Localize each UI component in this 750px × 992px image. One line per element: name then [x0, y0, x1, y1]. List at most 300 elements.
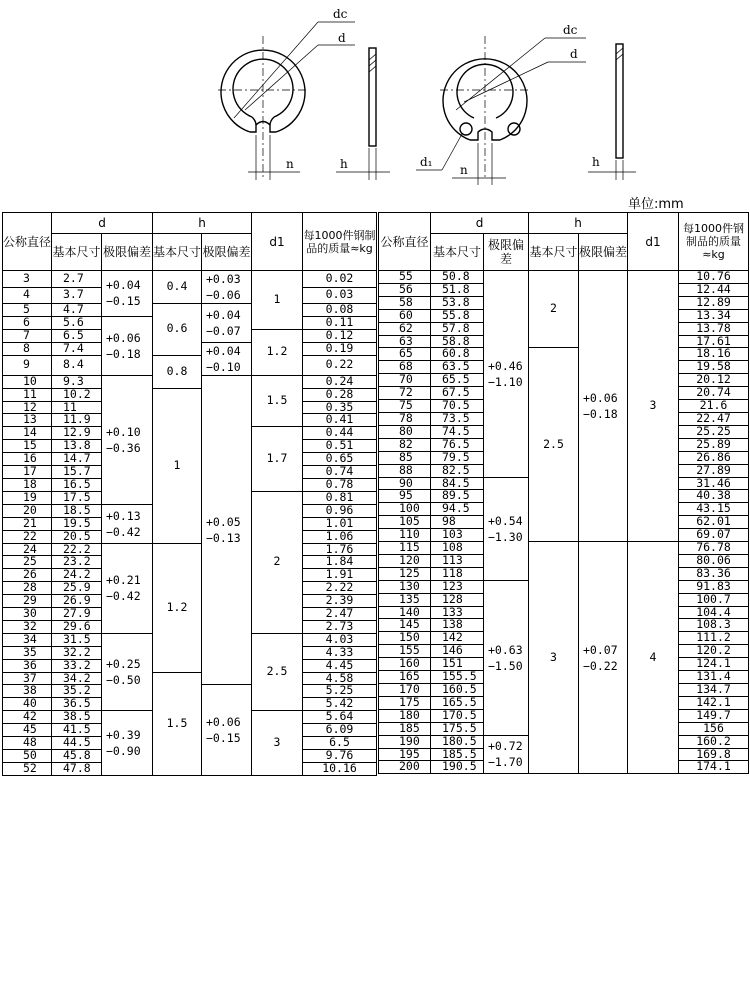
nominal-diameter-cell: 52 — [3, 762, 52, 775]
label-n-left: n — [286, 157, 294, 171]
d-basic-cell: 45.8 — [52, 750, 102, 763]
nominal-diameter-cell: 70 — [379, 374, 431, 387]
mass-cell: 0.03 — [303, 287, 377, 304]
nominal-diameter-cell: 65 — [379, 348, 431, 361]
d-basic-cell: 33.2 — [52, 659, 102, 672]
d-basic-cell: 22.2 — [52, 543, 102, 556]
nominal-diameter-cell: 60 — [379, 309, 431, 322]
nominal-diameter-cell: 75 — [379, 400, 431, 413]
mass-cell: 2.73 — [303, 620, 377, 633]
mass-cell: 142.1 — [679, 696, 749, 709]
header-mass: 每1000件钢制品的质量≈kg — [679, 213, 749, 271]
d-basic-cell: 82.5 — [431, 464, 484, 477]
mass-cell: 4.58 — [303, 672, 377, 685]
h-deviation-cell: +0.04 −0.07 — [202, 304, 252, 343]
nominal-diameter-cell: 100 — [379, 503, 431, 516]
d-basic-cell: 70.5 — [431, 400, 484, 413]
nominal-diameter-cell: 63 — [379, 335, 431, 348]
d1-cell: 1.2 — [252, 329, 303, 375]
nominal-diameter-cell: 90 — [379, 477, 431, 490]
d-basic-cell: 74.5 — [431, 425, 484, 438]
mass-cell: 10.16 — [303, 762, 377, 775]
nominal-diameter-cell: 48 — [3, 737, 52, 750]
mass-cell: 2.22 — [303, 582, 377, 595]
d-basic-cell: 73.5 — [431, 412, 484, 425]
mass-cell: 0.22 — [303, 355, 377, 375]
mass-cell: 1.06 — [303, 530, 377, 543]
d-deviation-cell: +0.10 −0.36 — [102, 375, 153, 504]
nominal-diameter-cell: 120 — [379, 554, 431, 567]
unit-label: 单位:mm — [628, 197, 684, 212]
nominal-diameter-cell: 29 — [3, 595, 52, 608]
nominal-diameter-cell: 35 — [3, 646, 52, 659]
mass-cell: 100.7 — [679, 593, 749, 606]
d-basic-cell: 2.7 — [52, 271, 102, 288]
d-basic-cell: 60.8 — [431, 348, 484, 361]
d-basic-cell: 160.5 — [431, 684, 484, 697]
mass-cell: 0.81 — [303, 491, 377, 504]
d-basic-cell: 34.2 — [52, 672, 102, 685]
nominal-diameter-cell: 20 — [3, 504, 52, 517]
d-basic-cell: 11 — [52, 401, 102, 414]
nominal-diameter-cell: 82 — [379, 438, 431, 451]
header-d-basic: 基本尺寸 — [52, 234, 102, 271]
nominal-diameter-cell: 9 — [3, 355, 52, 375]
nominal-diameter-cell: 160 — [379, 658, 431, 671]
h-deviation-cell: +0.07 −0.22 — [579, 542, 628, 774]
mass-cell: 0.24 — [303, 375, 377, 388]
mass-cell: 62.01 — [679, 516, 749, 529]
d-basic-cell: 142 — [431, 632, 484, 645]
mass-cell: 0.96 — [303, 504, 377, 517]
nominal-diameter-cell: 140 — [379, 606, 431, 619]
nominal-diameter-cell: 38 — [3, 685, 52, 698]
mass-cell: 156 — [679, 722, 749, 735]
d-basic-cell: 58.8 — [431, 335, 484, 348]
mass-cell: 131.4 — [679, 671, 749, 684]
header-d1: d1 — [252, 213, 303, 271]
nominal-diameter-cell: 19 — [3, 491, 52, 504]
nominal-diameter-cell: 3 — [3, 271, 52, 288]
mass-cell: 108.3 — [679, 619, 749, 632]
d-deviation-cell: +0.54 −1.30 — [484, 477, 529, 580]
spec-table-left-body — [3, 271, 377, 776]
nominal-diameter-cell: 78 — [379, 412, 431, 425]
table-row — [3, 355, 377, 375]
d-basic-cell: 185.5 — [431, 748, 484, 761]
mass-cell: 19.58 — [679, 361, 749, 374]
mass-cell: 91.83 — [679, 580, 749, 593]
d-basic-cell: 103 — [431, 529, 484, 542]
h-deviation-cell: +0.06 −0.15 — [202, 685, 252, 775]
nominal-diameter-cell: 105 — [379, 516, 431, 529]
mass-cell: 0.65 — [303, 453, 377, 466]
d-basic-cell: 79.5 — [431, 451, 484, 464]
label-dc-left: dc — [333, 7, 348, 21]
nominal-diameter-cell: 195 — [379, 748, 431, 761]
d-basic-cell: 16.5 — [52, 478, 102, 491]
label-d-left: d — [338, 31, 346, 45]
d-basic-cell: 24.2 — [52, 569, 102, 582]
nominal-diameter-cell: 85 — [379, 451, 431, 464]
mass-cell: 25.25 — [679, 425, 749, 438]
h-deviation-cell: +0.05 −0.13 — [202, 375, 252, 685]
header-d-deviation: 极限偏差 — [102, 234, 153, 271]
h-basic-cell: 1.5 — [153, 672, 202, 775]
nominal-diameter-cell: 150 — [379, 632, 431, 645]
mass-cell: 22.47 — [679, 412, 749, 425]
nominal-diameter-cell: 200 — [379, 761, 431, 774]
nominal-diameter-cell: 110 — [379, 529, 431, 542]
mass-cell: 0.08 — [303, 304, 377, 317]
spec-table-right-body — [379, 271, 749, 774]
mass-cell: 20.12 — [679, 374, 749, 387]
label-dc-right: dc — [563, 23, 578, 37]
d-basic-cell: 23.2 — [52, 556, 102, 569]
nominal-diameter-cell: 56 — [379, 283, 431, 296]
nominal-diameter-cell: 12 — [3, 401, 52, 414]
nominal-diameter-cell: 21 — [3, 517, 52, 530]
header-h-basic: 基本尺寸 — [529, 234, 579, 271]
d-basic-cell: 25.9 — [52, 582, 102, 595]
mass-cell: 0.74 — [303, 466, 377, 479]
mass-cell: 18.16 — [679, 348, 749, 361]
d-basic-cell: 35.2 — [52, 685, 102, 698]
h-basic-cell: 1.2 — [153, 543, 202, 672]
mass-cell: 149.7 — [679, 709, 749, 722]
mass-cell: 124.1 — [679, 658, 749, 671]
nominal-diameter-cell: 15 — [3, 440, 52, 453]
mass-cell: 1.91 — [303, 569, 377, 582]
nominal-diameter-cell: 25 — [3, 556, 52, 569]
nominal-diameter-cell: 13 — [3, 414, 52, 427]
label-n-right: n — [460, 163, 468, 177]
d-basic-cell: 138 — [431, 619, 484, 632]
header-h-basic: 基本尺寸 — [153, 234, 202, 271]
d-basic-cell: 51.8 — [431, 283, 484, 296]
nominal-diameter-cell: 16 — [3, 453, 52, 466]
header-h-deviation: 极限偏差 — [579, 234, 628, 271]
d-basic-cell: 133 — [431, 606, 484, 619]
mass-cell: 9.76 — [303, 750, 377, 763]
nominal-diameter-cell: 175 — [379, 696, 431, 709]
d-basic-cell: 50.8 — [431, 271, 484, 284]
d-basic-cell: 108 — [431, 542, 484, 555]
mass-cell: 40.38 — [679, 490, 749, 503]
mass-cell: 0.11 — [303, 316, 377, 329]
mass-cell: 43.15 — [679, 503, 749, 516]
mass-cell: 5.25 — [303, 685, 377, 698]
nominal-diameter-cell: 24 — [3, 543, 52, 556]
d-basic-cell: 63.5 — [431, 361, 484, 374]
nominal-diameter-cell: 37 — [3, 672, 52, 685]
mass-cell: 160.2 — [679, 735, 749, 748]
d-basic-cell: 76.5 — [431, 438, 484, 451]
mass-cell: 0.78 — [303, 478, 377, 491]
header-d1: d1 — [628, 213, 679, 271]
mass-cell: 111.2 — [679, 632, 749, 645]
d-basic-cell: 17.5 — [52, 491, 102, 504]
d-basic-cell: 41.5 — [52, 724, 102, 737]
d1-cell: 4 — [628, 542, 679, 774]
d1-cell: 1.5 — [252, 375, 303, 427]
label-d-right: d — [570, 47, 578, 61]
d-basic-cell: 38.5 — [52, 711, 102, 724]
label-h-right: h — [592, 155, 600, 169]
d-basic-cell: 13.8 — [52, 440, 102, 453]
table-row — [379, 542, 749, 555]
label-h-left: h — [340, 157, 348, 171]
h-basic-cell: 2 — [529, 271, 579, 348]
table-row — [3, 388, 377, 401]
nominal-diameter-cell: 80 — [379, 425, 431, 438]
d-basic-cell: 89.5 — [431, 490, 484, 503]
table-row — [3, 271, 377, 288]
d-basic-cell: 151 — [431, 658, 484, 671]
d-basic-cell: 155.5 — [431, 671, 484, 684]
d-basic-cell: 113 — [431, 554, 484, 567]
d-basic-cell: 11.9 — [52, 414, 102, 427]
table-row — [3, 543, 377, 556]
table-row — [3, 304, 377, 317]
mass-cell: 169.8 — [679, 748, 749, 761]
mass-cell: 25.89 — [679, 438, 749, 451]
d-basic-cell: 18.5 — [52, 504, 102, 517]
d-basic-cell: 8.4 — [52, 355, 102, 375]
nominal-diameter-cell: 115 — [379, 542, 431, 555]
mass-cell: 1.84 — [303, 556, 377, 569]
mass-cell: 2.47 — [303, 608, 377, 621]
d-basic-cell: 3.7 — [52, 287, 102, 304]
mass-cell: 10.76 — [679, 271, 749, 284]
d-deviation-cell: +0.63 −1.50 — [484, 580, 529, 735]
nominal-diameter-cell: 14 — [3, 427, 52, 440]
mass-cell: 27.89 — [679, 464, 749, 477]
d-deviation-cell: +0.04 −0.15 — [102, 271, 153, 317]
d-deviation-cell: +0.39 −0.90 — [102, 711, 153, 776]
nominal-diameter-cell: 50 — [3, 750, 52, 763]
mass-cell: 0.19 — [303, 342, 377, 355]
header-d: d — [52, 213, 153, 234]
mass-cell: 5.64 — [303, 711, 377, 724]
mass-cell: 0.02 — [303, 271, 377, 288]
mass-cell: 174.1 — [679, 761, 749, 774]
mass-cell: 6.09 — [303, 724, 377, 737]
d-basic-cell: 84.5 — [431, 477, 484, 490]
nominal-diameter-cell: 165 — [379, 671, 431, 684]
nominal-diameter-cell: 125 — [379, 567, 431, 580]
mass-cell: 1.01 — [303, 517, 377, 530]
d1-cell: 2 — [252, 491, 303, 633]
spec-table-left — [2, 212, 377, 776]
header-d-deviation: 极限偏差 — [484, 234, 529, 271]
header-h-deviation: 极限偏差 — [202, 234, 252, 271]
d-basic-cell: 118 — [431, 567, 484, 580]
nominal-diameter-cell: 95 — [379, 490, 431, 503]
d-basic-cell: 55.8 — [431, 309, 484, 322]
header-h: h — [529, 213, 628, 234]
mass-cell: 31.46 — [679, 477, 749, 490]
nominal-diameter-cell: 155 — [379, 645, 431, 658]
mass-cell: 69.07 — [679, 529, 749, 542]
nominal-diameter-cell: 180 — [379, 709, 431, 722]
mass-cell: 6.5 — [303, 737, 377, 750]
h-basic-cell: 1 — [153, 388, 202, 543]
nominal-diameter-cell: 4 — [3, 287, 52, 304]
nominal-diameter-cell: 22 — [3, 530, 52, 543]
nominal-diameter-cell: 45 — [3, 724, 52, 737]
mass-cell: 76.78 — [679, 542, 749, 555]
d-basic-cell: 4.7 — [52, 304, 102, 317]
spec-table-right — [378, 212, 749, 774]
mass-cell: 21.6 — [679, 400, 749, 413]
mass-cell: 134.7 — [679, 684, 749, 697]
mass-cell: 4.33 — [303, 646, 377, 659]
mass-cell: 104.4 — [679, 606, 749, 619]
table-row — [379, 348, 749, 361]
d1-cell: 2.5 — [252, 633, 303, 710]
nominal-diameter-cell: 88 — [379, 464, 431, 477]
mass-cell: 0.41 — [303, 414, 377, 427]
mass-cell: 0.35 — [303, 401, 377, 414]
mass-cell: 4.45 — [303, 659, 377, 672]
d-deviation-cell: +0.21 −0.42 — [102, 543, 153, 633]
mass-cell: 26.86 — [679, 451, 749, 464]
d-basic-cell: 44.5 — [52, 737, 102, 750]
table-row — [379, 271, 749, 284]
nominal-diameter-cell: 11 — [3, 388, 52, 401]
mass-cell: 80.06 — [679, 554, 749, 567]
nominal-diameter-cell: 185 — [379, 722, 431, 735]
d1-cell: 3 — [252, 711, 303, 776]
d-basic-cell: 170.5 — [431, 709, 484, 722]
nominal-diameter-cell: 145 — [379, 619, 431, 632]
d-basic-cell: 128 — [431, 593, 484, 606]
nominal-diameter-cell: 17 — [3, 466, 52, 479]
d-basic-cell: 7.4 — [52, 342, 102, 355]
circlip-diagram — [0, 0, 750, 195]
mass-cell: 5.42 — [303, 698, 377, 711]
nominal-diameter-cell: 32 — [3, 620, 52, 633]
d-basic-cell: 165.5 — [431, 696, 484, 709]
d-basic-cell: 26.9 — [52, 595, 102, 608]
nominal-diameter-cell: 36 — [3, 659, 52, 672]
side-view-left — [369, 48, 376, 146]
nominal-diameter-cell: 6 — [3, 316, 52, 329]
nominal-diameter-cell: 30 — [3, 608, 52, 621]
d-basic-cell: 27.9 — [52, 608, 102, 621]
d-basic-cell: 15.7 — [52, 466, 102, 479]
d-deviation-cell: +0.72 −1.70 — [484, 735, 529, 774]
side-view-right — [616, 44, 623, 158]
d-deviation-cell: +0.06 −0.18 — [102, 316, 153, 375]
mass-cell: 13.78 — [679, 322, 749, 335]
mass-cell: 0.44 — [303, 427, 377, 440]
nominal-diameter-cell: 7 — [3, 329, 52, 342]
header-mass: 每1000件钢制品的质量≈kg — [303, 213, 377, 271]
d-basic-cell: 32.2 — [52, 646, 102, 659]
d-basic-cell: 175.5 — [431, 722, 484, 735]
header-h: h — [153, 213, 252, 234]
mass-cell: 120.2 — [679, 645, 749, 658]
h-deviation-cell: +0.03 −0.06 — [202, 271, 252, 304]
d-basic-cell: 20.5 — [52, 530, 102, 543]
mass-cell: 20.74 — [679, 387, 749, 400]
d-deviation-cell: +0.46 −1.10 — [484, 271, 529, 478]
d-basic-cell: 12.9 — [52, 427, 102, 440]
mass-cell: 13.34 — [679, 309, 749, 322]
nominal-diameter-cell: 55 — [379, 271, 431, 284]
d-deviation-cell: +0.25 −0.50 — [102, 633, 153, 710]
mass-cell: 4.03 — [303, 633, 377, 646]
d-basic-cell: 6.5 — [52, 329, 102, 342]
d1-cell: 3 — [628, 271, 679, 542]
d-basic-cell: 36.5 — [52, 698, 102, 711]
nominal-diameter-cell: 130 — [379, 580, 431, 593]
nominal-diameter-cell: 5 — [3, 304, 52, 317]
d-deviation-cell: +0.13 −0.42 — [102, 504, 153, 543]
mass-cell: 12.89 — [679, 296, 749, 309]
d-basic-cell: 94.5 — [431, 503, 484, 516]
nominal-diameter-cell: 42 — [3, 711, 52, 724]
header-nominal: 公称直径 — [3, 213, 52, 271]
nominal-diameter-cell: 58 — [379, 296, 431, 309]
d-basic-cell: 5.6 — [52, 316, 102, 329]
d-basic-cell: 14.7 — [52, 453, 102, 466]
d-basic-cell: 29.6 — [52, 620, 102, 633]
mass-cell: 0.28 — [303, 388, 377, 401]
d-basic-cell: 53.8 — [431, 296, 484, 309]
nominal-diameter-cell: 34 — [3, 633, 52, 646]
d-basic-cell: 19.5 — [52, 517, 102, 530]
d-basic-cell: 65.5 — [431, 374, 484, 387]
nominal-diameter-cell: 68 — [379, 361, 431, 374]
nominal-diameter-cell: 40 — [3, 698, 52, 711]
d-basic-cell: 190.5 — [431, 761, 484, 774]
mass-cell: 0.51 — [303, 440, 377, 453]
mass-cell: 83.36 — [679, 567, 749, 580]
h-basic-cell: 0.6 — [153, 304, 202, 356]
d-basic-cell: 31.5 — [52, 633, 102, 646]
h-deviation-cell: +0.04 −0.10 — [202, 342, 252, 375]
nominal-diameter-cell: 190 — [379, 735, 431, 748]
d1-cell: 1 — [252, 271, 303, 330]
nominal-diameter-cell: 10 — [3, 375, 52, 388]
d-basic-cell: 146 — [431, 645, 484, 658]
d-basic-cell: 180.5 — [431, 735, 484, 748]
d-basic-cell: 67.5 — [431, 387, 484, 400]
d1-cell: 1.7 — [252, 427, 303, 492]
mass-cell: 1.76 — [303, 543, 377, 556]
nominal-diameter-cell: 72 — [379, 387, 431, 400]
h-basic-cell: 0.8 — [153, 355, 202, 388]
nominal-diameter-cell: 8 — [3, 342, 52, 355]
d-basic-cell: 123 — [431, 580, 484, 593]
mass-cell: 17.61 — [679, 335, 749, 348]
nominal-diameter-cell: 18 — [3, 478, 52, 491]
h-basic-cell: 0.4 — [153, 271, 202, 304]
nominal-diameter-cell: 135 — [379, 593, 431, 606]
d-basic-cell: 57.8 — [431, 322, 484, 335]
h-basic-cell: 3 — [529, 542, 579, 774]
table-row — [3, 672, 377, 685]
mass-cell: 12.44 — [679, 283, 749, 296]
d-basic-cell: 98 — [431, 516, 484, 529]
header-d-basic: 基本尺寸 — [431, 234, 484, 271]
h-deviation-cell: +0.06 −0.18 — [579, 271, 628, 542]
h-basic-cell: 2.5 — [529, 348, 579, 542]
nominal-diameter-cell: 170 — [379, 684, 431, 697]
